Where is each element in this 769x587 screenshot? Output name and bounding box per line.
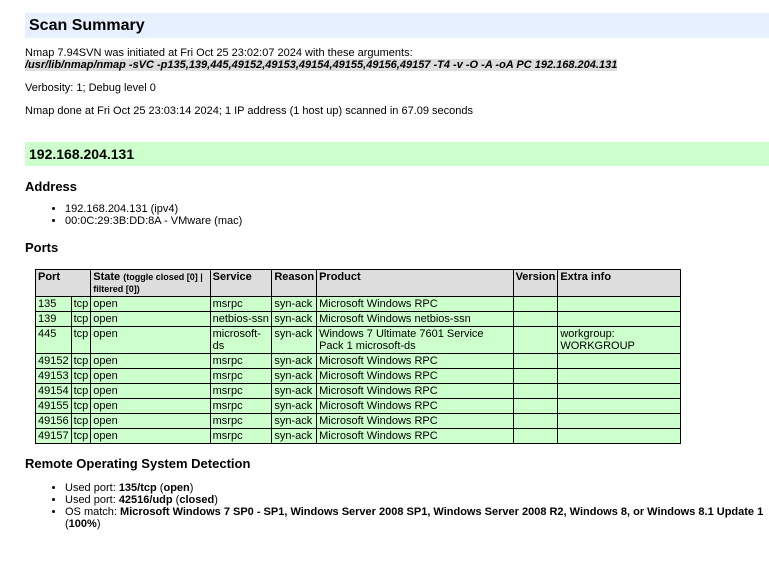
scan-done-text: Nmap done at Fri Oct 25 23:03:14 2024; 1 IP address (1 host up) scanned in 67.09 seconds: [25, 105, 474, 117]
protocol-cell: tcp: [71, 429, 91, 444]
state-cell: open: [91, 399, 210, 414]
used-port-state: closed: [179, 494, 215, 506]
ports-header-row: [36, 270, 681, 297]
used-port-state: open: [163, 482, 190, 494]
product-cell: Microsoft Windows RPC: [317, 429, 513, 444]
protocol-cell: tcp: [71, 369, 91, 384]
port-cell: 139: [36, 312, 72, 327]
service-cell: msrpc: [210, 384, 272, 399]
ports-table: [35, 269, 681, 444]
reason-cell: syn-ack: [272, 399, 317, 414]
reason-cell: syn-ack: [272, 384, 317, 399]
version-cell: [513, 327, 558, 354]
extra-info-cell: [558, 384, 681, 399]
report: [25, 13, 769, 530]
state-cell: open: [91, 414, 210, 429]
version-cell: [513, 297, 558, 312]
table-row: [36, 429, 681, 444]
state-header-label: State: [93, 271, 121, 283]
table-row: [36, 399, 681, 414]
table-row: [36, 354, 681, 369]
extra-info-column-header: Extra info: [558, 270, 681, 297]
table-row: [36, 384, 681, 399]
service-cell: msrpc: [210, 414, 272, 429]
state-cell: open: [91, 312, 210, 327]
address-item-mac: • 00:0C:29:3B:DD:8A - VMware (mac): [65, 215, 769, 227]
ports-heading: Ports: [25, 240, 59, 255]
os-match-value: Microsoft Windows 7 SP0 - SP1, Windows Server 2008 SP1, Windows Server 2008 R2, Windows 8, or Windows 8.1 Update 1: [120, 506, 764, 518]
os-match-label: OS match:: [65, 506, 121, 518]
extra-info-cell: [558, 414, 681, 429]
service-cell: msrpc: [210, 369, 272, 384]
table-row: [36, 414, 681, 429]
os-detection-heading: Remote Operating System Detection: [25, 456, 251, 471]
extra-info-cell: [558, 369, 681, 384]
version-cell: [513, 429, 558, 444]
version-cell: [513, 312, 558, 327]
service-cell: msrpc: [210, 354, 272, 369]
used-port-value: 42516/udp: [118, 494, 173, 506]
extra-info-cell: [558, 312, 681, 327]
port-cell: 49154: [36, 384, 72, 399]
ports-table-body: [36, 297, 681, 444]
product-cell: Microsoft Windows RPC: [317, 414, 513, 429]
state-cell: open: [91, 384, 210, 399]
service-cell: msrpc: [210, 399, 272, 414]
initiated-line: Nmap 7.94SVN was initiated at Fri Oct 25 23:02:07 2024 with these arguments:: [25, 47, 413, 59]
product-cell: Microsoft Windows RPC: [317, 369, 513, 384]
scan-initiated-text: [25, 47, 769, 71]
version-cell: [513, 354, 558, 369]
protocol-cell: tcp: [71, 312, 91, 327]
table-row: [36, 312, 681, 327]
state-cell: open: [91, 369, 210, 384]
product-cell: Microsoft Windows RPC: [317, 384, 513, 399]
product-cell: Microsoft Windows RPC: [317, 297, 513, 312]
command-arguments: /usr/lib/nmap/nmap -sVC -p135,139,445,49152,49153,49154,49155,49156,49157 -T4 -v -O -A -oA PC 192.168.204.131: [25, 59, 618, 71]
state-column-header: [91, 270, 210, 297]
table-row: [36, 327, 681, 354]
used-port-value: 135/tcp: [118, 482, 157, 494]
verbosity-text: Verbosity: 1; Debug level 0: [25, 82, 156, 94]
used-port-item-2: • Used port: 42516/udp (closed): [65, 494, 769, 506]
product-cell: Microsoft Windows RPC: [317, 354, 513, 369]
os-match-accuracy: 100%: [68, 518, 97, 530]
scan-summary-heading: Scan Summary: [25, 13, 769, 38]
extra-info-cell: [558, 354, 681, 369]
host-heading: 192.168.204.131: [25, 142, 769, 166]
version-cell: [513, 369, 558, 384]
reason-cell: syn-ack: [272, 327, 317, 354]
extra-info-cell: [558, 399, 681, 414]
service-column-header: Service: [210, 270, 272, 297]
port-cell: 49152: [36, 354, 72, 369]
state-cell: open: [91, 354, 210, 369]
reason-column-header: Reason: [272, 270, 317, 297]
reason-cell: syn-ack: [272, 312, 317, 327]
os-match-item: • OS match: Microsoft Windows 7 SP0 - SP1, Windows Server 2008 SP1, Windows Server 2008 R2, Windows 8, or Windows 8.1 Update 1 (100%): [65, 506, 769, 530]
toggle-closed-filtered-link[interactable]: (toggle closed [0] | filtered [0]): [93, 272, 203, 294]
reason-cell: syn-ack: [272, 429, 317, 444]
extra-info-cell: [558, 429, 681, 444]
product-column-header: Product: [317, 270, 513, 297]
port-column-header: Port: [36, 270, 91, 297]
port-cell: 49153: [36, 369, 72, 384]
protocol-cell: tcp: [71, 384, 91, 399]
port-cell: 445: [36, 327, 72, 354]
state-cell: open: [91, 327, 210, 354]
used-port-item-1: • Used port: 135/tcp (open): [65, 482, 769, 494]
port-cell: 49155: [36, 399, 72, 414]
address-item-ipv4: • 192.168.204.131 (ipv4): [65, 203, 769, 215]
os-detection-list: [25, 482, 769, 530]
state-cell: open: [91, 429, 210, 444]
used-port-label: Used port:: [65, 482, 119, 494]
product-cell: Microsoft Windows RPC: [317, 399, 513, 414]
protocol-cell: tcp: [71, 399, 91, 414]
port-cell: 135: [36, 297, 72, 312]
product-cell: Microsoft Windows netbios-ssn: [317, 312, 513, 327]
protocol-cell: tcp: [71, 354, 91, 369]
address-list: [25, 203, 769, 227]
protocol-cell: tcp: [71, 327, 91, 354]
address-heading: Address: [25, 179, 78, 194]
extra-info-cell: [558, 297, 681, 312]
service-cell: microsoft-ds: [210, 327, 272, 354]
state-cell: open: [91, 297, 210, 312]
product-cell: Windows 7 Ultimate 7601 Service Pack 1 microsoft-ds: [317, 327, 513, 354]
version-column-header: Version: [513, 270, 558, 297]
used-port-label: Used port:: [65, 494, 119, 506]
service-cell: msrpc: [210, 297, 272, 312]
table-row: [36, 369, 681, 384]
reason-cell: syn-ack: [272, 414, 317, 429]
reason-cell: syn-ack: [272, 369, 317, 384]
extra-info-cell: workgroup: WORKGROUP: [558, 327, 681, 354]
protocol-cell: tcp: [71, 414, 91, 429]
service-cell: msrpc: [210, 429, 272, 444]
protocol-cell: tcp: [71, 297, 91, 312]
reason-cell: syn-ack: [272, 354, 317, 369]
service-cell: netbios-ssn: [210, 312, 272, 327]
port-cell: 49156: [36, 414, 72, 429]
version-cell: [513, 384, 558, 399]
version-cell: [513, 414, 558, 429]
reason-cell: syn-ack: [272, 297, 317, 312]
table-row: [36, 297, 681, 312]
version-cell: [513, 399, 558, 414]
port-cell: 49157: [36, 429, 72, 444]
